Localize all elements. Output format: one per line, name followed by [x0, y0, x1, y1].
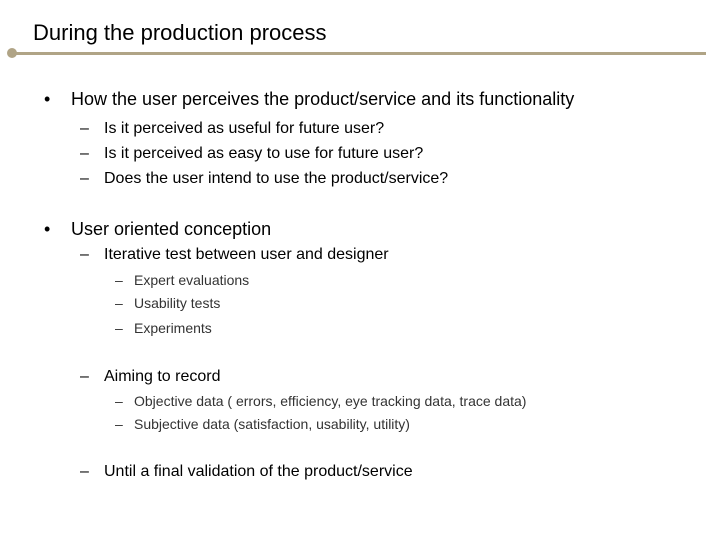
- item-experiments: Experiments: [134, 320, 212, 336]
- dash-icon: –: [115, 393, 123, 409]
- dash-icon: –: [80, 120, 89, 137]
- dash-icon: –: [80, 246, 89, 263]
- item-subjective-data: Subjective data (satisfaction, usability, utility): [134, 416, 410, 432]
- bullet-perception: How the user perceives the product/service and its functionality: [71, 89, 575, 109]
- dash-icon: –: [80, 170, 89, 187]
- dash-icon: –: [115, 416, 123, 432]
- sub-bullet-final-validation: Until a final validation of the product/service: [104, 463, 413, 480]
- bullet-user-conception: User oriented conception: [71, 219, 272, 239]
- bullet-icon: •: [44, 219, 51, 239]
- slide-title: During the production process: [33, 20, 327, 45]
- dash-icon: –: [115, 295, 123, 311]
- underline-dot: [7, 48, 17, 58]
- dash-icon: –: [80, 145, 89, 162]
- title-underline: [12, 52, 706, 55]
- item-usability-tests: Usability tests: [134, 295, 221, 311]
- item-objective-data: Objective data ( errors, efficiency, eye tracking data, trace data): [134, 393, 527, 409]
- bullet-icon: •: [44, 89, 51, 109]
- sub-bullet-easy: Is it perceived as easy to use for future user?: [104, 145, 424, 162]
- dash-icon: –: [80, 463, 89, 480]
- dash-icon: –: [115, 320, 123, 336]
- sub-bullet-intend: Does the user intend to use the product/service?: [104, 170, 449, 187]
- item-expert-evaluations: Expert evaluations: [134, 272, 250, 288]
- sub-bullet-useful: Is it perceived as useful for future user?: [104, 120, 385, 137]
- sub-bullet-aiming-to-record: Aiming to record: [104, 368, 221, 385]
- dash-icon: –: [80, 368, 89, 385]
- sub-bullet-iterative-test: Iterative test between user and designer: [104, 246, 389, 263]
- dash-icon: –: [115, 272, 123, 288]
